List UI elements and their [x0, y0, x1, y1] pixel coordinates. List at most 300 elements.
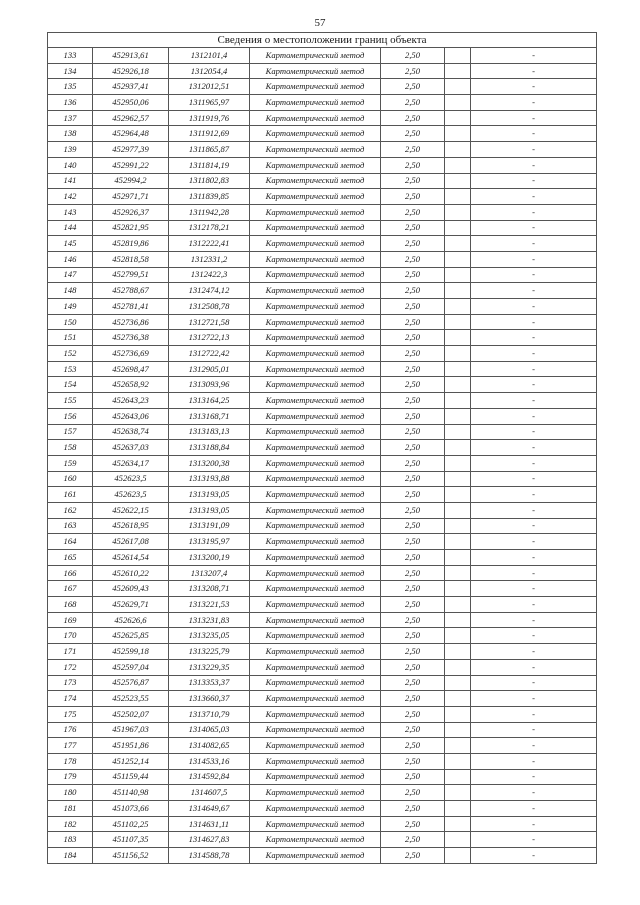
- precision-cell: 2,50: [381, 110, 445, 126]
- method-cell: Картометрический метод: [250, 204, 381, 220]
- description-cell: -: [471, 801, 597, 817]
- blank-cell: [445, 502, 471, 518]
- point-number-cell: 174: [48, 691, 93, 707]
- point-number-cell: 159: [48, 455, 93, 471]
- precision-cell: 2,50: [381, 785, 445, 801]
- blank-cell: [445, 832, 471, 848]
- precision-cell: 2,50: [381, 173, 445, 189]
- description-cell: -: [471, 502, 597, 518]
- x-coordinate-cell: 452614,54: [93, 550, 169, 566]
- point-number-cell: 181: [48, 801, 93, 817]
- table-row: [48, 110, 597, 126]
- description-cell: -: [471, 753, 597, 769]
- point-number-cell: 138: [48, 126, 93, 142]
- method-cell: Картометрический метод: [250, 346, 381, 362]
- method-cell: Картометрический метод: [250, 48, 381, 64]
- x-coordinate-cell: 451159,44: [93, 769, 169, 785]
- blank-cell: [445, 63, 471, 79]
- precision-cell: 2,50: [381, 267, 445, 283]
- method-cell: Картометрический метод: [250, 534, 381, 550]
- x-coordinate-cell: 452576,87: [93, 675, 169, 691]
- blank-cell: [445, 361, 471, 377]
- point-number-cell: 177: [48, 738, 93, 754]
- point-number-cell: 182: [48, 816, 93, 832]
- point-number-cell: 160: [48, 471, 93, 487]
- x-coordinate-cell: 452637,03: [93, 440, 169, 456]
- table-row: [48, 455, 597, 471]
- x-coordinate-cell: 452622,15: [93, 502, 169, 518]
- point-number-cell: 151: [48, 330, 93, 346]
- x-coordinate-cell: 452736,86: [93, 314, 169, 330]
- x-coordinate-cell: 452610,22: [93, 565, 169, 581]
- method-cell: Картометрический метод: [250, 628, 381, 644]
- point-number-cell: 170: [48, 628, 93, 644]
- method-cell: Картометрический метод: [250, 173, 381, 189]
- point-number-cell: 157: [48, 424, 93, 440]
- precision-cell: 2,50: [381, 299, 445, 315]
- blank-cell: [445, 753, 471, 769]
- x-coordinate-cell: 451073,66: [93, 801, 169, 817]
- point-number-cell: 169: [48, 612, 93, 628]
- x-coordinate-cell: 452617,08: [93, 534, 169, 550]
- precision-cell: 2,50: [381, 126, 445, 142]
- x-coordinate-cell: 451107,35: [93, 832, 169, 848]
- table-row: [48, 377, 597, 393]
- blank-cell: [445, 157, 471, 173]
- point-number-cell: 137: [48, 110, 93, 126]
- table-row: [48, 346, 597, 362]
- precision-cell: 2,50: [381, 251, 445, 267]
- blank-cell: [445, 377, 471, 393]
- table-row: [48, 299, 597, 315]
- x-coordinate-cell: 452523,55: [93, 691, 169, 707]
- description-cell: -: [471, 204, 597, 220]
- blank-cell: [445, 204, 471, 220]
- x-coordinate-cell: 452638,74: [93, 424, 169, 440]
- blank-cell: [445, 565, 471, 581]
- blank-cell: [445, 79, 471, 95]
- method-cell: Картометрический метод: [250, 314, 381, 330]
- precision-cell: 2,50: [381, 628, 445, 644]
- precision-cell: 2,50: [381, 377, 445, 393]
- blank-cell: [445, 110, 471, 126]
- description-cell: -: [471, 267, 597, 283]
- y-coordinate-cell: 1313191,09: [169, 518, 250, 534]
- blank-cell: [445, 189, 471, 205]
- blank-cell: [445, 408, 471, 424]
- precision-cell: 2,50: [381, 816, 445, 832]
- blank-cell: [445, 487, 471, 503]
- page-number: 57: [314, 17, 326, 29]
- description-cell: -: [471, 832, 597, 848]
- method-cell: Картометрический метод: [250, 126, 381, 142]
- description-cell: -: [471, 816, 597, 832]
- method-cell: Картометрический метод: [250, 753, 381, 769]
- blank-cell: [445, 299, 471, 315]
- table-body: [48, 48, 597, 864]
- description-cell: -: [471, 565, 597, 581]
- blank-cell: [445, 283, 471, 299]
- precision-cell: 2,50: [381, 204, 445, 220]
- y-coordinate-cell: 1312905,01: [169, 361, 250, 377]
- y-coordinate-cell: 1311912,69: [169, 126, 250, 142]
- table-row: [48, 801, 597, 817]
- method-cell: Картометрический метод: [250, 738, 381, 754]
- description-cell: -: [471, 785, 597, 801]
- method-cell: Картометрический метод: [250, 377, 381, 393]
- table-row: [48, 236, 597, 252]
- table-row: [48, 267, 597, 283]
- table-row: [48, 644, 597, 660]
- y-coordinate-cell: 1311919,76: [169, 110, 250, 126]
- x-coordinate-cell: 451156,52: [93, 848, 169, 864]
- y-coordinate-cell: 1311814,19: [169, 157, 250, 173]
- point-number-cell: 134: [48, 63, 93, 79]
- point-number-cell: 139: [48, 142, 93, 158]
- description-cell: -: [471, 581, 597, 597]
- x-coordinate-cell: 452994,2: [93, 173, 169, 189]
- table-row: [48, 675, 597, 691]
- precision-cell: 2,50: [381, 659, 445, 675]
- y-coordinate-cell: 1312722,13: [169, 330, 250, 346]
- table-row: [48, 550, 597, 566]
- blank-cell: [445, 706, 471, 722]
- precision-cell: 2,50: [381, 361, 445, 377]
- precision-cell: 2,50: [381, 644, 445, 660]
- x-coordinate-cell: 452658,92: [93, 377, 169, 393]
- blank-cell: [445, 769, 471, 785]
- method-cell: Картометрический метод: [250, 597, 381, 613]
- point-number-cell: 175: [48, 706, 93, 722]
- precision-cell: 2,50: [381, 393, 445, 409]
- point-number-cell: 163: [48, 518, 93, 534]
- precision-cell: 2,50: [381, 675, 445, 691]
- point-number-cell: 136: [48, 95, 93, 111]
- description-cell: -: [471, 95, 597, 111]
- precision-cell: 2,50: [381, 691, 445, 707]
- table-row: [48, 440, 597, 456]
- description-cell: -: [471, 691, 597, 707]
- table-row: [48, 832, 597, 848]
- table-row: [48, 534, 597, 550]
- blank-cell: [445, 314, 471, 330]
- y-coordinate-cell: 1312721,58: [169, 314, 250, 330]
- table-row: [48, 251, 597, 267]
- blank-cell: [445, 236, 471, 252]
- y-coordinate-cell: 1312101,4: [169, 48, 250, 64]
- method-cell: Картометрический метод: [250, 267, 381, 283]
- x-coordinate-cell: 452736,69: [93, 346, 169, 362]
- precision-cell: 2,50: [381, 220, 445, 236]
- x-coordinate-cell: 452926,18: [93, 63, 169, 79]
- y-coordinate-cell: 1313188,84: [169, 440, 250, 456]
- description-cell: -: [471, 79, 597, 95]
- precision-cell: 2,50: [381, 753, 445, 769]
- x-coordinate-cell: 452962,57: [93, 110, 169, 126]
- precision-cell: 2,50: [381, 189, 445, 205]
- method-cell: Картометрический метод: [250, 801, 381, 817]
- point-number-cell: 176: [48, 722, 93, 738]
- precision-cell: 2,50: [381, 95, 445, 111]
- blank-cell: [445, 267, 471, 283]
- description-cell: -: [471, 189, 597, 205]
- y-coordinate-cell: 1313093,96: [169, 377, 250, 393]
- point-number-cell: 154: [48, 377, 93, 393]
- blank-cell: [445, 440, 471, 456]
- precision-cell: 2,50: [381, 79, 445, 95]
- method-cell: Картометрический метод: [250, 142, 381, 158]
- table-row: [48, 361, 597, 377]
- method-cell: Картометрический метод: [250, 79, 381, 95]
- method-cell: Картометрический метод: [250, 691, 381, 707]
- description-cell: -: [471, 314, 597, 330]
- x-coordinate-cell: 452937,41: [93, 79, 169, 95]
- x-coordinate-cell: 452629,71: [93, 597, 169, 613]
- y-coordinate-cell: 1313208,71: [169, 581, 250, 597]
- description-cell: -: [471, 236, 597, 252]
- x-coordinate-cell: 452502,07: [93, 706, 169, 722]
- precision-cell: 2,50: [381, 408, 445, 424]
- description-cell: -: [471, 346, 597, 362]
- blank-cell: [445, 581, 471, 597]
- x-coordinate-cell: 452819,86: [93, 236, 169, 252]
- blank-cell: [445, 612, 471, 628]
- description-cell: -: [471, 706, 597, 722]
- x-coordinate-cell: 452977,39: [93, 142, 169, 158]
- blank-cell: [445, 597, 471, 613]
- y-coordinate-cell: 1313235,05: [169, 628, 250, 644]
- point-number-cell: 156: [48, 408, 93, 424]
- description-cell: -: [471, 299, 597, 315]
- table-row: [48, 330, 597, 346]
- description-cell: -: [471, 612, 597, 628]
- table-row: [48, 48, 597, 64]
- description-cell: -: [471, 220, 597, 236]
- method-cell: Картометрический метод: [250, 518, 381, 534]
- point-number-cell: 148: [48, 283, 93, 299]
- description-cell: -: [471, 644, 597, 660]
- x-coordinate-cell: 452618,95: [93, 518, 169, 534]
- point-number-cell: 183: [48, 832, 93, 848]
- table-row: [48, 502, 597, 518]
- precision-cell: 2,50: [381, 706, 445, 722]
- description-cell: -: [471, 550, 597, 566]
- blank-cell: [445, 848, 471, 864]
- method-cell: Картометрический метод: [250, 487, 381, 503]
- point-number-cell: 180: [48, 785, 93, 801]
- method-cell: Картометрический метод: [250, 424, 381, 440]
- precision-cell: 2,50: [381, 738, 445, 754]
- y-coordinate-cell: 1313207,4: [169, 565, 250, 581]
- table-row: [48, 518, 597, 534]
- x-coordinate-cell: 452821,95: [93, 220, 169, 236]
- description-cell: -: [471, 738, 597, 754]
- y-coordinate-cell: 1311942,28: [169, 204, 250, 220]
- x-coordinate-cell: 452991,22: [93, 157, 169, 173]
- precision-cell: 2,50: [381, 487, 445, 503]
- table-row: [48, 408, 597, 424]
- method-cell: Картометрический метод: [250, 832, 381, 848]
- x-coordinate-cell: 452818,58: [93, 251, 169, 267]
- blank-cell: [445, 785, 471, 801]
- blank-cell: [445, 455, 471, 471]
- precision-cell: 2,50: [381, 848, 445, 864]
- y-coordinate-cell: 1313710,79: [169, 706, 250, 722]
- table-row: [48, 628, 597, 644]
- description-cell: -: [471, 487, 597, 503]
- table-row: [48, 142, 597, 158]
- y-coordinate-cell: 1313660,37: [169, 691, 250, 707]
- precision-cell: 2,50: [381, 236, 445, 252]
- description-cell: -: [471, 597, 597, 613]
- description-cell: -: [471, 330, 597, 346]
- point-number-cell: 145: [48, 236, 93, 252]
- precision-cell: 2,50: [381, 534, 445, 550]
- table-row: [48, 220, 597, 236]
- point-number-cell: 150: [48, 314, 93, 330]
- x-coordinate-cell: 452971,71: [93, 189, 169, 205]
- y-coordinate-cell: 1314082,65: [169, 738, 250, 754]
- point-number-cell: 155: [48, 393, 93, 409]
- point-number-cell: 172: [48, 659, 93, 675]
- x-coordinate-cell: 452781,41: [93, 299, 169, 315]
- x-coordinate-cell: 452698,47: [93, 361, 169, 377]
- method-cell: Картометрический метод: [250, 612, 381, 628]
- precision-cell: 2,50: [381, 565, 445, 581]
- x-coordinate-cell: 451140,98: [93, 785, 169, 801]
- point-number-cell: 143: [48, 204, 93, 220]
- description-cell: -: [471, 518, 597, 534]
- method-cell: Картометрический метод: [250, 644, 381, 660]
- y-coordinate-cell: 1312222,41: [169, 236, 250, 252]
- table-row: [48, 487, 597, 503]
- point-number-cell: 158: [48, 440, 93, 456]
- table-row: [48, 581, 597, 597]
- y-coordinate-cell: 1311865,87: [169, 142, 250, 158]
- precision-cell: 2,50: [381, 597, 445, 613]
- table-row: [48, 393, 597, 409]
- method-cell: Картометрический метод: [250, 63, 381, 79]
- point-number-cell: 184: [48, 848, 93, 864]
- description-cell: -: [471, 142, 597, 158]
- x-coordinate-cell: 452623,5: [93, 487, 169, 503]
- method-cell: Картометрический метод: [250, 299, 381, 315]
- point-number-cell: 135: [48, 79, 93, 95]
- blank-cell: [445, 801, 471, 817]
- precision-cell: 2,50: [381, 518, 445, 534]
- method-cell: Картометрический метод: [250, 110, 381, 126]
- description-cell: -: [471, 659, 597, 675]
- y-coordinate-cell: 1311802,83: [169, 173, 250, 189]
- point-number-cell: 165: [48, 550, 93, 566]
- method-cell: Картометрический метод: [250, 189, 381, 205]
- point-number-cell: 166: [48, 565, 93, 581]
- table-row: [48, 189, 597, 205]
- point-number-cell: 147: [48, 267, 93, 283]
- point-number-cell: 152: [48, 346, 93, 362]
- point-number-cell: 140: [48, 157, 93, 173]
- precision-cell: 2,50: [381, 63, 445, 79]
- blank-cell: [445, 550, 471, 566]
- precision-cell: 2,50: [381, 48, 445, 64]
- y-coordinate-cell: 1314592,84: [169, 769, 250, 785]
- table-row: [48, 95, 597, 111]
- point-number-cell: 141: [48, 173, 93, 189]
- x-coordinate-cell: 452643,23: [93, 393, 169, 409]
- x-coordinate-cell: 452597,04: [93, 659, 169, 675]
- precision-cell: 2,50: [381, 801, 445, 817]
- blank-cell: [445, 95, 471, 111]
- y-coordinate-cell: 1311839,85: [169, 189, 250, 205]
- y-coordinate-cell: 1312508,78: [169, 299, 250, 315]
- y-coordinate-cell: 1313221,53: [169, 597, 250, 613]
- blank-cell: [445, 722, 471, 738]
- blank-cell: [445, 330, 471, 346]
- point-number-cell: 168: [48, 597, 93, 613]
- y-coordinate-cell: 1313200,19: [169, 550, 250, 566]
- blank-cell: [445, 142, 471, 158]
- y-coordinate-cell: 1313353,37: [169, 675, 250, 691]
- table-row: [48, 424, 597, 440]
- y-coordinate-cell: 1313168,71: [169, 408, 250, 424]
- precision-cell: 2,50: [381, 581, 445, 597]
- precision-cell: 2,50: [381, 769, 445, 785]
- method-cell: Картометрический метод: [250, 706, 381, 722]
- method-cell: Картометрический метод: [250, 236, 381, 252]
- method-cell: Картометрический метод: [250, 581, 381, 597]
- blank-cell: [445, 126, 471, 142]
- x-coordinate-cell: 451102,25: [93, 816, 169, 832]
- precision-cell: 2,50: [381, 440, 445, 456]
- boundary-coordinates-table: [47, 32, 597, 864]
- description-cell: -: [471, 628, 597, 644]
- description-cell: -: [471, 173, 597, 189]
- precision-cell: 2,50: [381, 424, 445, 440]
- precision-cell: 2,50: [381, 330, 445, 346]
- y-coordinate-cell: 1314588,78: [169, 848, 250, 864]
- description-cell: -: [471, 722, 597, 738]
- table-row: [48, 314, 597, 330]
- y-coordinate-cell: 1312422,3: [169, 267, 250, 283]
- blank-cell: [445, 48, 471, 64]
- method-cell: Картометрический метод: [250, 330, 381, 346]
- table-row: [48, 283, 597, 299]
- method-cell: Картометрический метод: [250, 565, 381, 581]
- point-number-cell: 173: [48, 675, 93, 691]
- table-row: [48, 471, 597, 487]
- method-cell: Картометрический метод: [250, 659, 381, 675]
- y-coordinate-cell: 1312722,42: [169, 346, 250, 362]
- x-coordinate-cell: 452950,06: [93, 95, 169, 111]
- precision-cell: 2,50: [381, 142, 445, 158]
- table-row: [48, 63, 597, 79]
- method-cell: Картометрический метод: [250, 408, 381, 424]
- y-coordinate-cell: 1314631,11: [169, 816, 250, 832]
- method-cell: Картометрический метод: [250, 816, 381, 832]
- table-row: [48, 565, 597, 581]
- precision-cell: 2,50: [381, 157, 445, 173]
- description-cell: -: [471, 377, 597, 393]
- blank-cell: [445, 220, 471, 236]
- blank-cell: [445, 173, 471, 189]
- table-row: [48, 173, 597, 189]
- blank-cell: [445, 518, 471, 534]
- description-cell: -: [471, 283, 597, 299]
- point-number-cell: 149: [48, 299, 93, 315]
- description-cell: -: [471, 361, 597, 377]
- point-number-cell: 167: [48, 581, 93, 597]
- y-coordinate-cell: 1314649,67: [169, 801, 250, 817]
